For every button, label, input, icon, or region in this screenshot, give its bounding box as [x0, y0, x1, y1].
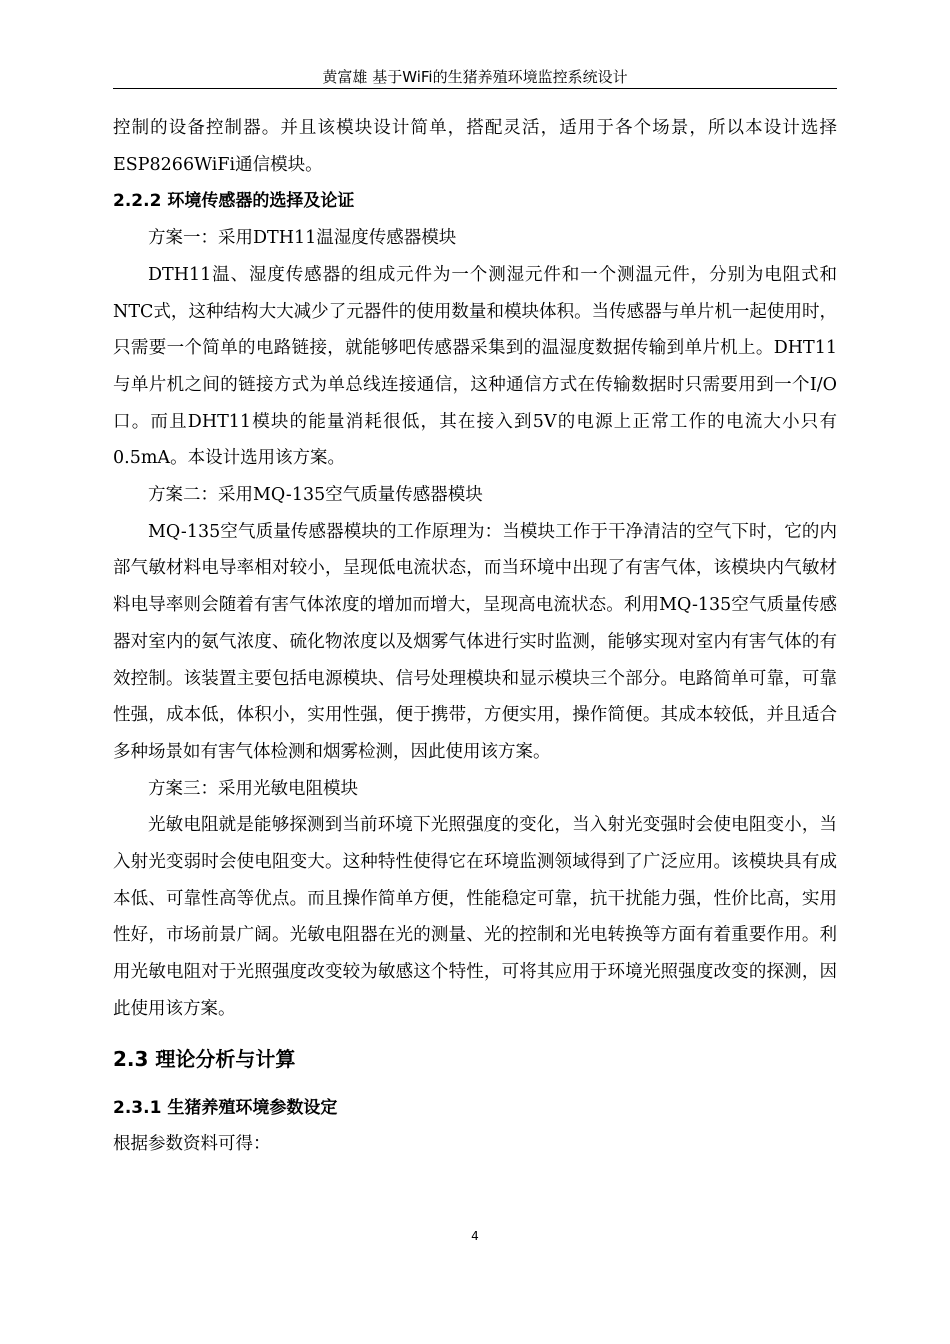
intro-paragraph: 控制的设备控制器。并且该模块设计简单，搭配灵活，适用于各个场景，所以本设计选择ESP8266WiFi通信模块。	[113, 118, 837, 175]
scheme1-title: 方案一：采用DTH11温湿度传感器模块	[148, 228, 457, 249]
scheme2-paragraph: MQ-135空气质量传感器模块的工作原理为：当模块工作于干净清洁的空气下时，它的内部气敏材料电导率相对较小，呈现低电流状态，而当环境中出现了有害气体，该模块内气敏材料电导率则会随着有害气体浓度的增加而增大，呈现高电流状态。利用MQ-135空气质量传感器对室内的氨气浓度、硫化物浓度以及烟雾气体进行实时监测，能够实现对室内有害气体的有效控制。该装置主要包括电源模块、信号处理模块和显示模块三个部分。电路简单可靠，可靠性强，成本低，体积小，实用性强，便于携带，方便实用，操作简便。其成本较低，并且适合多种场景如有害气体检测和烟雾检测，因此使用该方案。	[113, 521, 837, 762]
scheme2-title: 方案二：采用MQ-135空气质量传感器模块	[148, 485, 483, 506]
final-paragraph: 根据参数资料可得：	[113, 1134, 271, 1155]
section-heading-2-2-2: 2.2.2 环境传感器的选择及论证	[113, 191, 355, 212]
section-heading-2-3-1: 2.3.1 生猪养殖环境参数设定	[113, 1097, 338, 1118]
section-heading-2-3: 2.3 理论分析与计算	[113, 1046, 296, 1071]
scheme3-paragraph: 光敏电阻就是能够探测到当前环境下光照强度的变化，当入射光变强时会使电阻变小，当入射光变弱时会使电阻变大。这种特性使得它在环境监测领域得到了广泛应用。该模块具有成本低、可靠性高等优点。而且操作简单方便，性能稳定可靠，抗干扰能力强，性价比高，实用性好，市场前景广阔。光敏电阻器在光的测量、光的控制和光电转换等方面有着重要作用。利用光敏电阻对于光照强度改变较为敏感这个特性，可将其应用于环境光照强度改变的探测，因此使用该方案。	[113, 815, 837, 1019]
scheme3-title: 方案三：采用光敏电阻模块	[148, 778, 358, 799]
document-body	[113, 110, 837, 1163]
running-header: 黄富雄 基于WiFi的生猪养殖环境监控系统设计	[113, 66, 837, 89]
page-number: 4	[471, 1229, 479, 1243]
scheme1-paragraph: DTH11温、湿度传感器的组成元件为一个测湿元件和一个测温元件，分别为电阻式和NTC式，这种结构大大减少了元器件的使用数量和模块体积。当传感器与单片机一起使用时，只需要一个简单的电路链接，就能够吧传感器采集到的温湿度数据传输到单片机上。DHT11与单片机之间的链接方式为单总线连接通信，这种通信方式在传输数据时只需要用到一个I/O口。而且DHT11模块的能量消耗很低，其在接入到5V的电源上正常工作的电流大小只有0.5mA。本设计选用该方案。	[113, 264, 837, 469]
